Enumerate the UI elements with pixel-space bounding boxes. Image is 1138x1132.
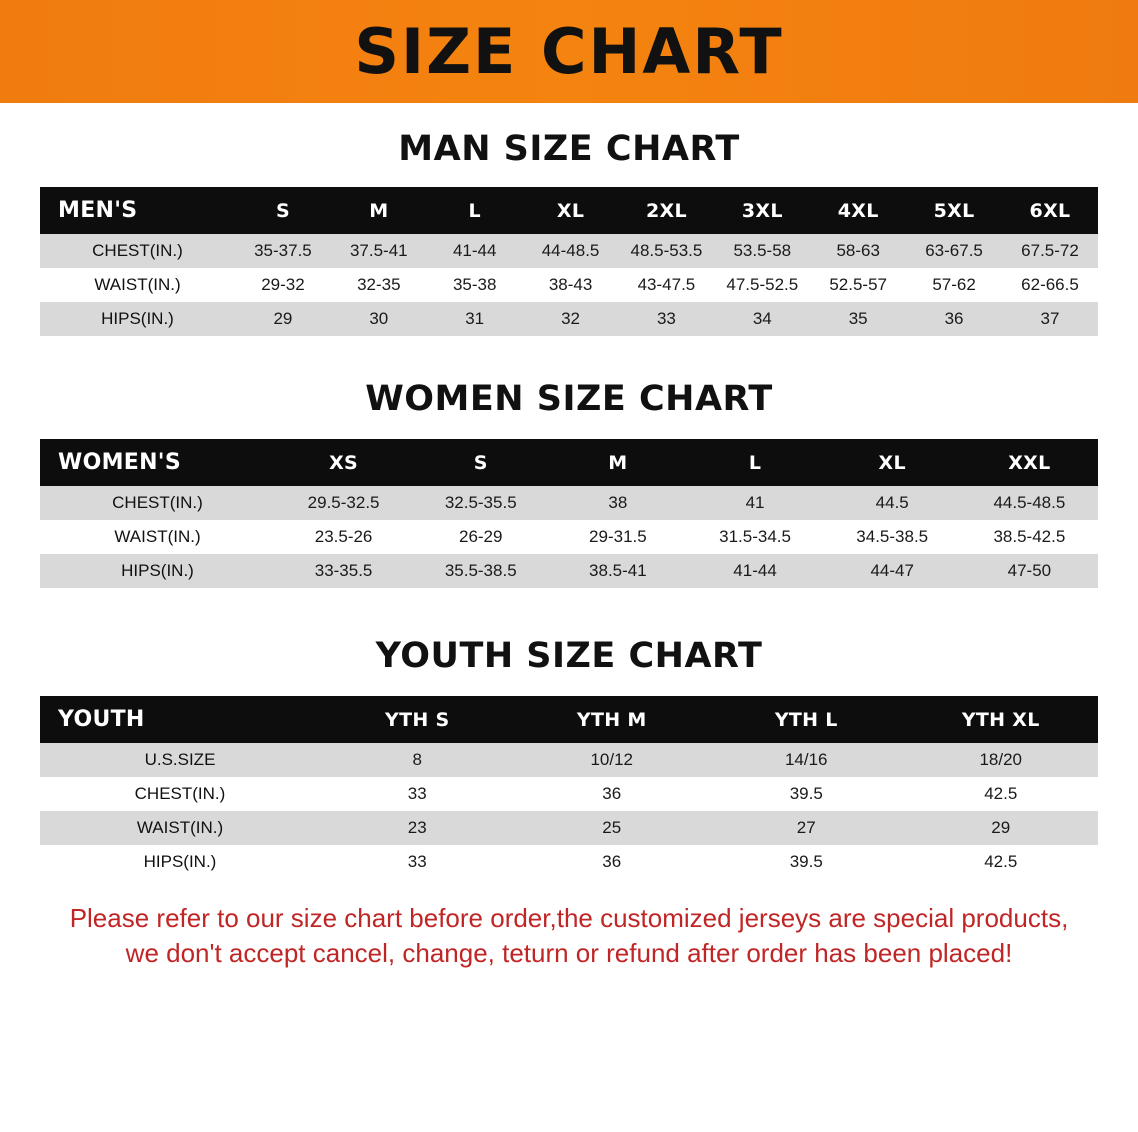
table-cell: 62-66.5: [1002, 268, 1098, 302]
table-cell: 34: [714, 302, 810, 336]
banner: [0, 0, 1138, 103]
women-table-body: [40, 486, 1098, 588]
man-row-label-chest: CHEST(IN.): [40, 234, 235, 268]
table-row: [40, 554, 1098, 588]
disclaimer-line-2: we don't accept cancel, change, teturn or refund after order has been placed!: [125, 938, 1013, 969]
disclaimer-note: [59, 901, 1079, 971]
table-cell: 36: [515, 845, 710, 879]
table-cell: 31.5-34.5: [686, 520, 823, 554]
man-corner-label: MEN'S: [40, 187, 235, 234]
table-cell: 38: [549, 486, 686, 520]
table-cell: 47-50: [961, 554, 1098, 588]
women-col-m: M: [549, 439, 686, 486]
table-row: [40, 268, 1098, 302]
women-section-heading: WOMEN SIZE CHART: [365, 379, 773, 419]
table-row: [40, 743, 1098, 777]
youth-table-body: [40, 743, 1098, 879]
youth-row-label-waist: WAIST(IN.): [40, 811, 320, 845]
table-row: [40, 520, 1098, 554]
table-cell: 67.5-72: [1002, 234, 1098, 268]
table-cell: 36: [515, 777, 710, 811]
table-cell: 38.5-41: [549, 554, 686, 588]
man-row-label-waist: WAIST(IN.): [40, 268, 235, 302]
table-cell: 32.5-35.5: [412, 486, 549, 520]
table-cell: 29: [904, 811, 1099, 845]
women-col-xl: XL: [824, 439, 961, 486]
man-col-6xl: 6XL: [1002, 187, 1098, 234]
table-cell: 42.5: [904, 845, 1099, 879]
table-cell: 27: [709, 811, 904, 845]
youth-size-table: [40, 696, 1098, 879]
table-cell: 8: [320, 743, 515, 777]
youth-table-header: [40, 696, 1098, 743]
table-header-row: [40, 696, 1098, 743]
table-cell: 48.5-53.5: [619, 234, 715, 268]
women-table-wrap: [40, 439, 1098, 588]
table-cell: 35-38: [427, 268, 523, 302]
man-table-body: [40, 234, 1098, 336]
table-cell: 57-62: [906, 268, 1002, 302]
man-col-2xl: 2XL: [619, 187, 715, 234]
man-col-3xl: 3XL: [714, 187, 810, 234]
table-row: [40, 302, 1098, 336]
man-row-label-hips: HIPS(IN.): [40, 302, 235, 336]
table-cell: 32: [523, 302, 619, 336]
table-cell: 52.5-57: [810, 268, 906, 302]
table-cell: 31: [427, 302, 523, 336]
table-cell: 33-35.5: [275, 554, 412, 588]
table-cell: 25: [515, 811, 710, 845]
man-col-s: S: [235, 187, 331, 234]
table-cell: 38-43: [523, 268, 619, 302]
youth-col-xl: YTH XL: [904, 696, 1099, 743]
table-cell: 41-44: [427, 234, 523, 268]
youth-col-s: YTH S: [320, 696, 515, 743]
table-cell: 42.5: [904, 777, 1099, 811]
women-col-l: L: [686, 439, 823, 486]
table-cell: 37: [1002, 302, 1098, 336]
women-row-label-chest: CHEST(IN.): [40, 486, 275, 520]
table-row: [40, 845, 1098, 879]
table-cell: 34.5-38.5: [824, 520, 961, 554]
table-cell: 23.5-26: [275, 520, 412, 554]
youth-corner-label: YOUTH: [40, 696, 320, 743]
man-col-4xl: 4XL: [810, 187, 906, 234]
table-row: [40, 777, 1098, 811]
table-cell: 23: [320, 811, 515, 845]
women-size-table: [40, 439, 1098, 588]
youth-col-m: YTH M: [515, 696, 710, 743]
table-cell: 53.5-58: [714, 234, 810, 268]
table-row: [40, 811, 1098, 845]
youth-table-wrap: [40, 696, 1098, 879]
table-cell: 44-48.5: [523, 234, 619, 268]
women-col-xxl: XXL: [961, 439, 1098, 486]
table-cell: 44.5-48.5: [961, 486, 1098, 520]
table-cell: 37.5-41: [331, 234, 427, 268]
man-col-m: M: [331, 187, 427, 234]
man-size-table: [40, 187, 1098, 336]
man-section-heading: MAN SIZE CHART: [398, 129, 740, 169]
youth-row-label-chest: CHEST(IN.): [40, 777, 320, 811]
women-corner-label: WOMEN'S: [40, 439, 275, 486]
table-header-row: [40, 439, 1098, 486]
table-row: [40, 234, 1098, 268]
youth-col-l: YTH L: [709, 696, 904, 743]
man-col-l: L: [427, 187, 523, 234]
table-cell: 35.5-38.5: [412, 554, 549, 588]
youth-row-label-ussize: U.S.SIZE: [40, 743, 320, 777]
table-cell: 14/16: [709, 743, 904, 777]
man-table-header: [40, 187, 1098, 234]
table-cell: 35-37.5: [235, 234, 331, 268]
man-col-5xl: 5XL: [906, 187, 1002, 234]
table-cell: 38.5-42.5: [961, 520, 1098, 554]
table-cell: 39.5: [709, 777, 904, 811]
table-cell: 29.5-32.5: [275, 486, 412, 520]
table-cell: 43-47.5: [619, 268, 715, 302]
table-cell: 41-44: [686, 554, 823, 588]
women-table-header: [40, 439, 1098, 486]
table-cell: 58-63: [810, 234, 906, 268]
women-col-xs: XS: [275, 439, 412, 486]
table-cell: 29-31.5: [549, 520, 686, 554]
table-cell: 63-67.5: [906, 234, 1002, 268]
table-cell: 44-47: [824, 554, 961, 588]
table-cell: 33: [619, 302, 715, 336]
table-cell: 41: [686, 486, 823, 520]
page-title: SIZE CHART: [354, 14, 784, 88]
table-cell: 32-35: [331, 268, 427, 302]
table-cell: 26-29: [412, 520, 549, 554]
women-col-s: S: [412, 439, 549, 486]
table-cell: 36: [906, 302, 1002, 336]
table-cell: 35: [810, 302, 906, 336]
table-cell: 10/12: [515, 743, 710, 777]
man-table-wrap: [40, 187, 1098, 336]
table-cell: 33: [320, 845, 515, 879]
table-cell: 47.5-52.5: [714, 268, 810, 302]
youth-section-heading: YOUTH SIZE CHART: [375, 636, 763, 676]
table-cell: 29: [235, 302, 331, 336]
table-cell: 39.5: [709, 845, 904, 879]
man-col-xl: XL: [523, 187, 619, 234]
table-cell: 30: [331, 302, 427, 336]
women-row-label-waist: WAIST(IN.): [40, 520, 275, 554]
disclaimer-line-1: Please refer to our size chart before order,the customized jerseys are special products,: [69, 903, 1069, 933]
table-cell: 33: [320, 777, 515, 811]
women-row-label-hips: HIPS(IN.): [40, 554, 275, 588]
table-header-row: [40, 187, 1098, 234]
table-cell: 18/20: [904, 743, 1099, 777]
table-cell: 29-32: [235, 268, 331, 302]
table-cell: 44.5: [824, 486, 961, 520]
table-row: [40, 486, 1098, 520]
youth-row-label-hips: HIPS(IN.): [40, 845, 320, 879]
